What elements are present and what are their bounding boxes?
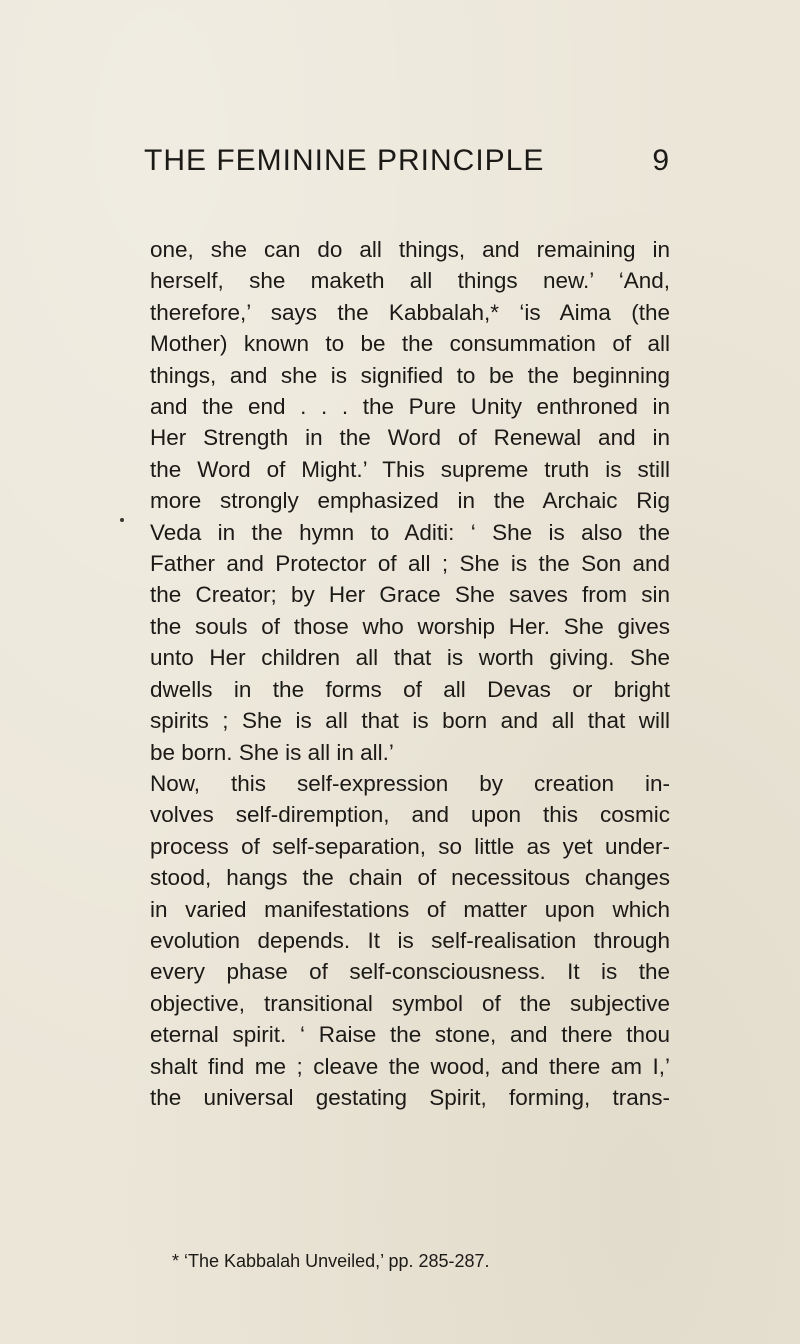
text-line: the Creator; by Her Grace She saves from sin <box>150 582 670 608</box>
running-title: THE FEMININE PRINCIPLE <box>144 144 545 177</box>
text-line: shalt find me ; cleave the wood, and there am I,’ <box>150 1053 670 1079</box>
text-line: in varied manifestations of matter upon which <box>150 896 670 922</box>
text-line: herself, she maketh all things new.’ ‘And, <box>150 268 670 294</box>
text-line: Now, this self-expression by creation in- <box>150 770 670 796</box>
text-line: dwells in the forms of all Devas or bright <box>150 676 670 702</box>
text-line: therefore,’ says the Kabbalah,* ‘is Aima (the <box>150 299 670 325</box>
text-line: spirits ; She is all that is born and all that will <box>150 708 670 734</box>
footnote: * ‘The Kabbalah Unveiled,’ pp. 285-287. <box>172 1251 490 1271</box>
text-line: be born. She is all in all.’ <box>150 739 394 765</box>
text-line: Her Strength in the Word of Renewal and in <box>150 425 670 451</box>
margin-mark <box>120 518 124 522</box>
text-line: the universal gestating Spirit, forming, trans- <box>150 1084 670 1110</box>
text-line: things, and she is signified to be the beginning <box>150 362 670 388</box>
text-line: objective, transitional symbol of the subjective <box>150 990 670 1016</box>
text-line: the Word of Might.’ This supreme truth is still <box>150 456 670 482</box>
text-line: more strongly emphasized in the Archaic Rig <box>150 488 670 514</box>
text-line: Mother) known to be the consummation of all <box>150 331 670 357</box>
text-line: evolution depends. It is self-realisation through <box>150 927 670 953</box>
page-number: 9 <box>652 144 669 177</box>
text-line: Father and Protector of all ; She is the Son and <box>150 551 670 577</box>
text-line: unto Her children all that is worth giving. She <box>150 645 670 671</box>
text-line: and the end . . . the Pure Unity enthroned in <box>150 394 670 420</box>
text-line: the souls of those who worship Her. She gives <box>150 613 670 639</box>
text-line: eternal spirit. ‘ Raise the stone, and there thou <box>150 1022 670 1048</box>
body-text <box>150 234 670 1113</box>
text-line: process of self-separation, so little as yet under- <box>150 833 670 859</box>
text-line: volves self-diremption, and upon this cosmic <box>150 802 670 828</box>
text-line: Veda in the hymn to Aditi: ‘ She is also the <box>150 519 670 545</box>
text-line: stood, hangs the chain of necessitous changes <box>150 865 670 891</box>
text-line: every phase of self-consciousness. It is the <box>150 959 670 985</box>
text-line: one, she can do all things, and remaining in <box>150 237 670 262</box>
page-header <box>144 141 669 181</box>
